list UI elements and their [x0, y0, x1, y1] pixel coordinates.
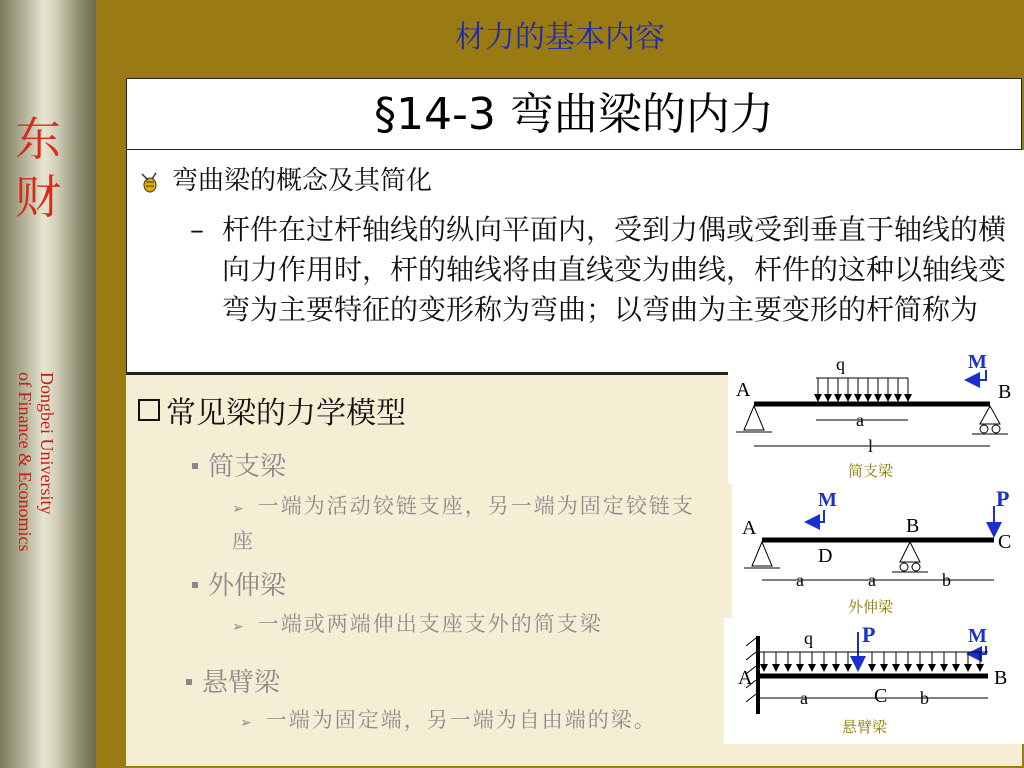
square-bullet-icon — [192, 582, 198, 588]
arrow-bullet-icon: ➢ — [240, 715, 252, 731]
svg-text:外伸梁: 外伸梁 — [848, 600, 894, 616]
svg-text:M: M — [968, 351, 987, 373]
svg-text:b: b — [942, 570, 951, 590]
svg-text:B: B — [994, 667, 1008, 689]
svg-text:A: A — [738, 667, 753, 689]
svg-text:A: A — [736, 379, 751, 401]
square-bullet-icon — [186, 679, 192, 685]
svg-text:A: A — [742, 517, 757, 539]
svg-text:a: a — [796, 570, 804, 590]
definition-paragraph — [190, 210, 1012, 330]
figure-overhang-beam — [732, 484, 1024, 618]
svg-text:悬臂梁: 悬臂梁 — [842, 720, 888, 736]
bee-bullet-icon — [138, 170, 160, 194]
svg-text:l: l — [868, 436, 874, 456]
svg-text:P: P — [996, 486, 1010, 511]
svg-text:b: b — [920, 688, 929, 708]
bullet-concept-text: 弯曲梁的概念及其简化 — [172, 166, 433, 196]
deck-title: 材力的基本内容 — [455, 20, 665, 55]
bullet-concept — [138, 160, 432, 197]
svg-text:P: P — [862, 622, 876, 647]
svg-text:a: a — [868, 570, 876, 590]
definition-text: 杆件在过杆轴线的纵向平面内，受到力偶或受到垂直于轴线的横向力作用时，杆的轴线将由直线变为曲线，杆件的这种以轴线变弯为主要特征的变形称为弯曲；以弯曲为主要变形的杆简称为 — [222, 213, 1007, 326]
svg-text:D: D — [818, 545, 833, 567]
item-cantilever-beam: 悬臂梁 — [186, 662, 280, 699]
svg-text:a: a — [856, 410, 864, 430]
svg-text:a: a — [800, 688, 808, 708]
square-bullet-icon — [192, 463, 198, 469]
svg-text:简支梁: 简支梁 — [848, 464, 894, 480]
svg-text:M: M — [818, 489, 837, 511]
section-heading: 常见梁的力学模型 — [138, 388, 406, 432]
svg-text:q: q — [836, 354, 845, 374]
arrow-bullet-icon: ➢ — [232, 501, 244, 517]
brand-english: Dongbei University of Finance & Economics — [15, 372, 57, 552]
slide-title: §14-3 弯曲梁的内力 — [374, 89, 774, 140]
slide-title-box — [126, 78, 1022, 150]
desc-cantilever-beam: ➢ 一端为固定端，另一端为自由端的梁。 — [240, 708, 657, 732]
arrow-bullet-icon: ➢ — [232, 619, 244, 635]
svg-text:B: B — [906, 515, 920, 537]
item-overhang-beam: 外伸梁 — [192, 565, 286, 602]
figure-cantilever-beam — [724, 618, 1024, 744]
svg-text:q: q — [804, 628, 813, 648]
item-simple-beam: 简支梁 — [192, 446, 286, 483]
checkbox-bullet-icon — [138, 399, 160, 421]
svg-text:C: C — [998, 531, 1012, 553]
dash-marker: – — [190, 213, 204, 246]
figure-simple-beam — [728, 340, 1024, 484]
brand-chinese: 东 财 — [15, 112, 61, 224]
desc-overhang-beam: ➢ 一端或两端伸出支座支外的简支梁 — [232, 612, 603, 636]
svg-text:C: C — [874, 685, 888, 707]
svg-text:M: M — [968, 625, 987, 647]
desc-simple-beam: ➢ 一端为活动铰链支座，另一端为固定铰链支座 — [232, 494, 695, 553]
svg-text:B: B — [998, 381, 1012, 403]
